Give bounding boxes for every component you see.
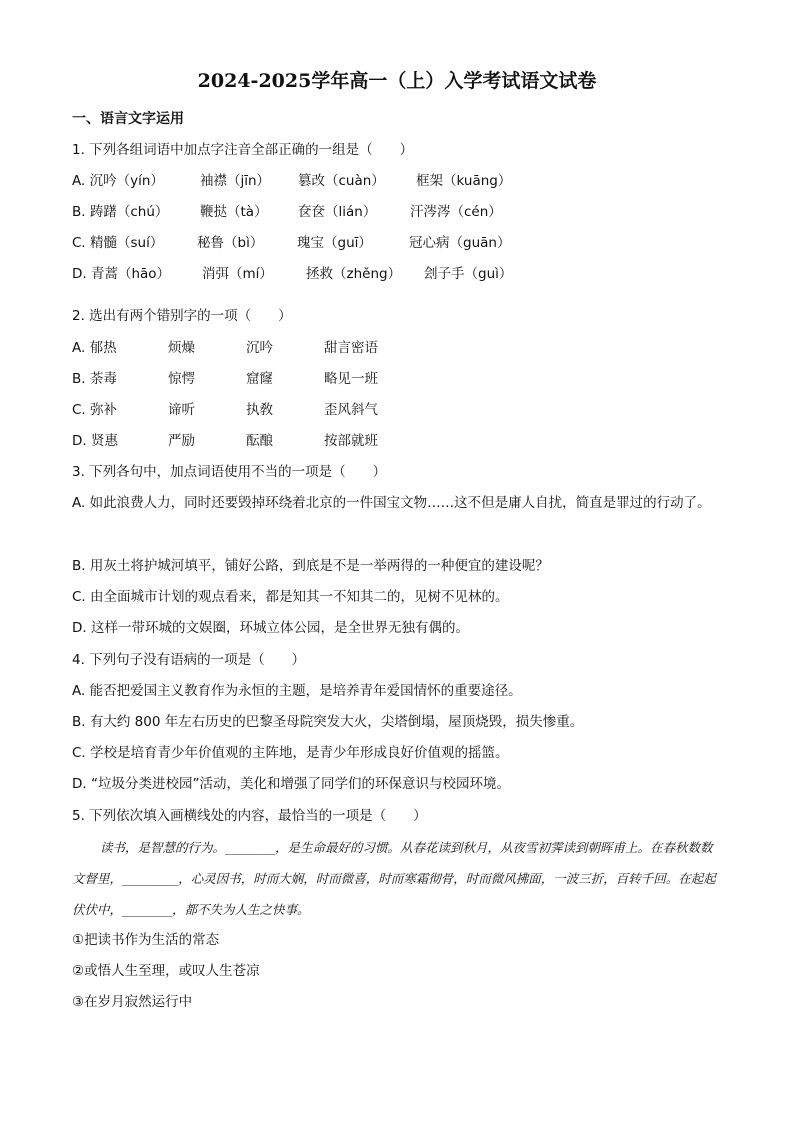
q1-b-3: 奁奁（lián）: [298, 204, 377, 220]
q2-option-a[interactable]: [72, 338, 378, 358]
q3-option-b[interactable]: B. 用灰土将护城河填平，铺好公路，到底是不是一举两得的一种便宜的建设呢？: [72, 558, 549, 574]
q1-option-a[interactable]: [72, 171, 511, 191]
q1-d-3: 拯救（zhěng）: [306, 266, 402, 282]
q2-c-4: 歪风斜气: [324, 402, 378, 418]
q1-b-2: 鞭挞（tà）: [200, 204, 268, 220]
q1-a-3: 篡改（cuàn）: [298, 173, 385, 189]
q2-d-3: 酝酿: [246, 433, 273, 449]
q1-d-4: 刽子手（guì）: [424, 266, 513, 282]
q1-option-d[interactable]: [72, 264, 512, 284]
q2-b-4: 略见一班: [324, 371, 378, 387]
q2-b-3: 窟窿: [246, 371, 273, 387]
q3-stem: 3. 下列各句中，加点词语使用不当的一项是（ ）: [72, 464, 387, 480]
q2-a-3: 沉吟: [246, 340, 273, 356]
q2-c-2: 谛听: [168, 402, 195, 418]
q5-choice-3: ③在岁月寂然运行中: [72, 994, 193, 1010]
q4-stem: 4. 下列句子没有语病的一项是（ ）: [72, 652, 306, 668]
section-heading: 一、语言文字运用: [72, 111, 184, 127]
q5-choice-1: ①把读书作为生活的常态: [72, 932, 220, 948]
q1-c-4: 冠心病（guān）: [409, 235, 511, 251]
q2-b-2: 惊愕: [168, 371, 195, 387]
q2-a-1: A. 郁热: [72, 340, 117, 356]
q1-b-1: B. 踌躇（chú）: [72, 204, 169, 220]
q5-passage: 读书，是智慧的行为。________，是生命最好的习惯。从春花读到秋月，从夜雪初霁读到朝晖甫上。在春秋数数文督里，_________，心灵因书，时而大娴，时而微喜，时而寒霜彻骨，时而微风拂面，一波三折，百转千回。在起起伏伏中，________，都不失为人生之快事。: [72, 840, 716, 917]
q1-option-c[interactable]: [72, 233, 510, 253]
exam-title: 2024-2025学年高一（上）入学考试语文试卷: [197, 70, 597, 92]
q1-c-1: C. 精髓（suí）: [72, 235, 164, 251]
q2-d-2: 严励: [168, 433, 195, 449]
q1-stem: 1. 下列各组词语中加点字注音全部正确的一组是（ ）: [72, 142, 414, 158]
q2-c-1: C. 弥补: [72, 402, 118, 418]
q2-option-c[interactable]: [72, 400, 378, 420]
q2-a-4: 甜言密语: [324, 340, 378, 356]
q3-option-c[interactable]: C. 由全面城市计划的观点看来，都是知其一不知其二的，见树不见林的。: [72, 589, 509, 605]
q1-b-4: 汗涔涔（cén）: [410, 204, 502, 220]
q2-option-d[interactable]: [72, 431, 378, 451]
q2-b-1: B. 荼毒: [72, 371, 117, 387]
q1-c-3: 瑰宝（guī）: [297, 235, 372, 251]
q1-a-4: 框架（kuāng）: [416, 173, 512, 189]
q1-a-1: A. 沉吟（yín）: [72, 173, 164, 189]
q1-option-b[interactable]: [72, 202, 502, 222]
q4-option-a[interactable]: A. 能否把爱国主义教育作为永恒的主题，是培养青年爱国情怀的重要途径。: [72, 683, 522, 699]
q5-stem: 5. 下列依次填入画横线处的内容，最恰当的一项是（ ）: [72, 808, 427, 824]
q2-c-3: 执敎: [246, 402, 273, 418]
q3-option-d[interactable]: D. 这样一带环城的文娱圈，环城立体公园，是全世界无独有偶的。: [72, 620, 469, 636]
q1-d-1: D. 青蒿（hāo）: [72, 266, 171, 282]
q2-a-2: 烦燥: [168, 340, 195, 356]
q1-d-2: 消弭（mí）: [202, 266, 273, 282]
q1-a-2: 袖襟（jīn）: [200, 173, 271, 189]
q1-c-2: 秘鲁（bì）: [197, 235, 264, 251]
q2-stem: 2. 选出有两个错别字的一项（ ）: [72, 308, 292, 324]
q4-option-d[interactable]: D. “垃圾分类进校园”活动，美化和增强了同学们的环保意识与校园环境。: [72, 776, 510, 792]
q4-option-b[interactable]: B. 有大约 800 年左右历史的巴黎圣母院突发大火，尖塔倒塌，屋顶烧毁，损失惨重。: [72, 714, 584, 730]
q2-d-4: 按部就班: [324, 433, 378, 449]
q3-option-a[interactable]: A. 如此浪费人力，同时还要毁掉环绕着北京的一件国宝文物……这不但是庸人自扰，简直是罪过的行动了。: [72, 495, 711, 511]
q2-option-b[interactable]: [72, 369, 378, 389]
q4-option-c[interactable]: C. 学校是培育青少年价值观的主阵地，是青少年形成良好价值观的摇篮。: [72, 745, 509, 761]
q2-d-1: D. 贤惠: [72, 433, 118, 449]
q5-choice-2: ②或悟人生至理，或叹人生苍凉: [72, 963, 260, 979]
